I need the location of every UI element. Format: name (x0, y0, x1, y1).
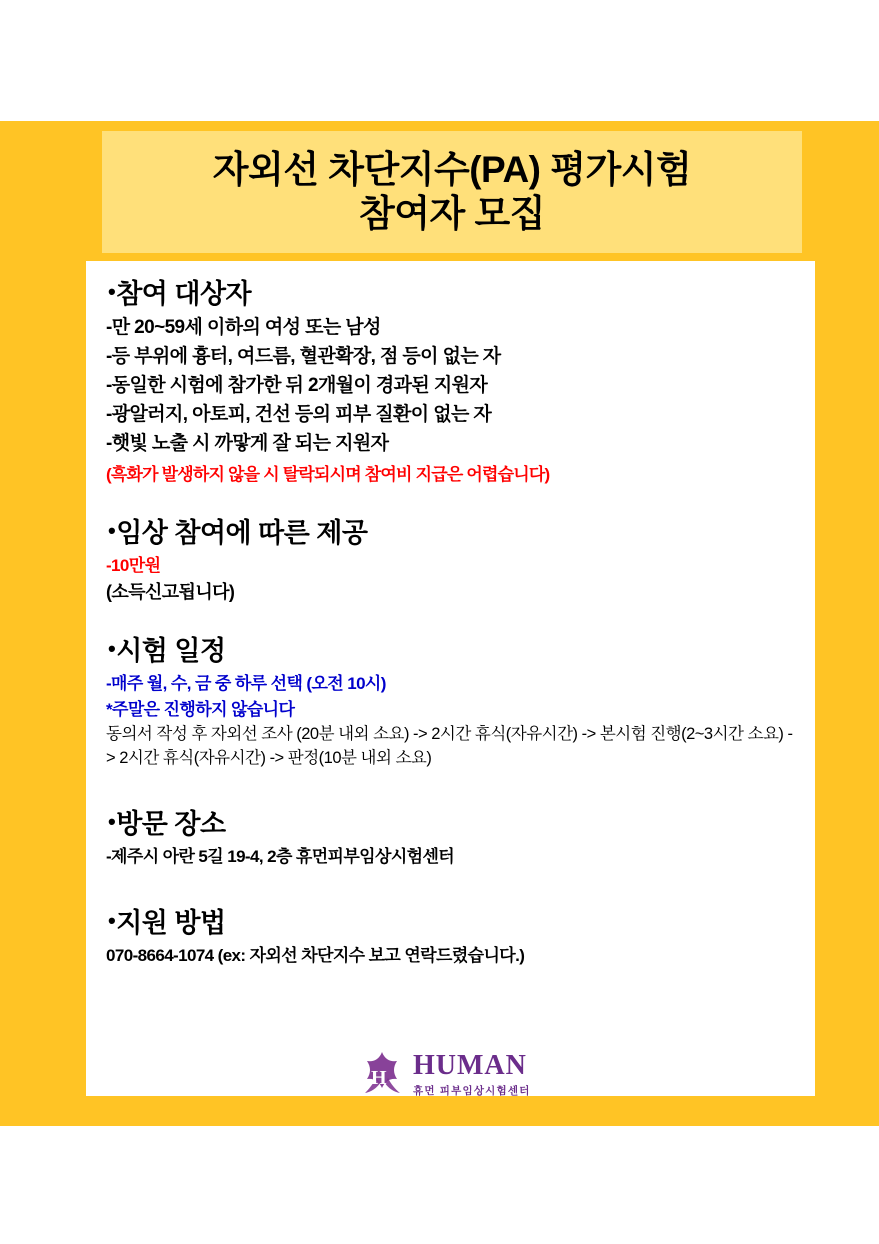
section-heading-apply: •지원 방법 (108, 907, 226, 938)
list-item: -햇빛 노출 시 까맣게 잘 되는 지원자 (106, 432, 389, 454)
logo-subtitle: 휴먼 피부임상시험센터 (413, 1085, 531, 1097)
bullet-icon: • (108, 279, 116, 304)
list-item: -동일한 시험에 참가한 뒤 2개월이 경과된 지원자 (106, 374, 488, 396)
section-location (106, 807, 795, 870)
company-logo (355, 1046, 545, 1104)
section-schedule (106, 634, 795, 771)
list-item: -등 부위에 흉터, 여드름, 혈관확장, 점 등이 없는 자 (106, 345, 501, 367)
schedule-flow-description: 동의서 작성 후 자외선 조사 (20분 내외 소요) -> 2시간 휴식(자유시간) -> 본시험 진행(2~3시간 소요) -> 2시간 휴식(자유시간) -> 판정(10분 내외 소요) (106, 725, 793, 767)
section-participants (106, 277, 795, 488)
poster-background (0, 121, 879, 1126)
svg-text:H: H (371, 1067, 387, 1089)
list-item: -광알러지, 아토피, 건선 등의 피부 질환이 없는 자 (106, 403, 492, 425)
location-address: -제주시 아란 5길 19-4, 2층 휴먼피부임상시험센터 (106, 846, 455, 866)
bullet-icon: • (108, 636, 116, 662)
compensation-note: (소득신고됩니다) (106, 581, 235, 602)
poster-title-band (102, 131, 802, 253)
list-item: -만 20~59세 이하의 여성 또는 남성 (106, 317, 381, 339)
section-heading-compensation: •임상 참여에 따른 제공 (108, 517, 368, 548)
flower-icon (355, 1048, 409, 1102)
schedule-weekend-note: *주말은 진행하지 않습니다 (106, 700, 295, 720)
bullet-icon: • (108, 907, 116, 933)
section-heading-schedule: •시험 일정 (108, 636, 226, 667)
page-title-line-2: 참여자 모집 (359, 193, 545, 234)
poster-content-sheet (86, 261, 815, 1096)
section-heading-location: •방문 장소 (108, 808, 226, 839)
section-heading-participants: •참여 대상자 (108, 279, 252, 309)
logo-text-block (413, 1052, 531, 1098)
section-apply (106, 906, 795, 969)
compensation-amount: -10만원 (106, 556, 161, 576)
apply-contact-phone: 070-8664-1074 (ex: 자외선 차단지수 보고 연락드렸습니다.) (106, 945, 525, 965)
participants-warning-note: (흑화가 발생하지 않을 시 탈락되시며 참여비 지급은 어렵습니다) (106, 465, 550, 485)
bullet-icon: • (108, 517, 116, 543)
page-title-line-1: 자외선 차단지수(PA) 평가시험 (212, 149, 692, 191)
section-compensation (106, 516, 795, 606)
schedule-days: -매주 월, 수, 금 중 하루 선택 (오전 10시) (106, 674, 386, 694)
logo-name: HUMAN (413, 1050, 527, 1081)
bullet-icon: • (108, 808, 116, 834)
